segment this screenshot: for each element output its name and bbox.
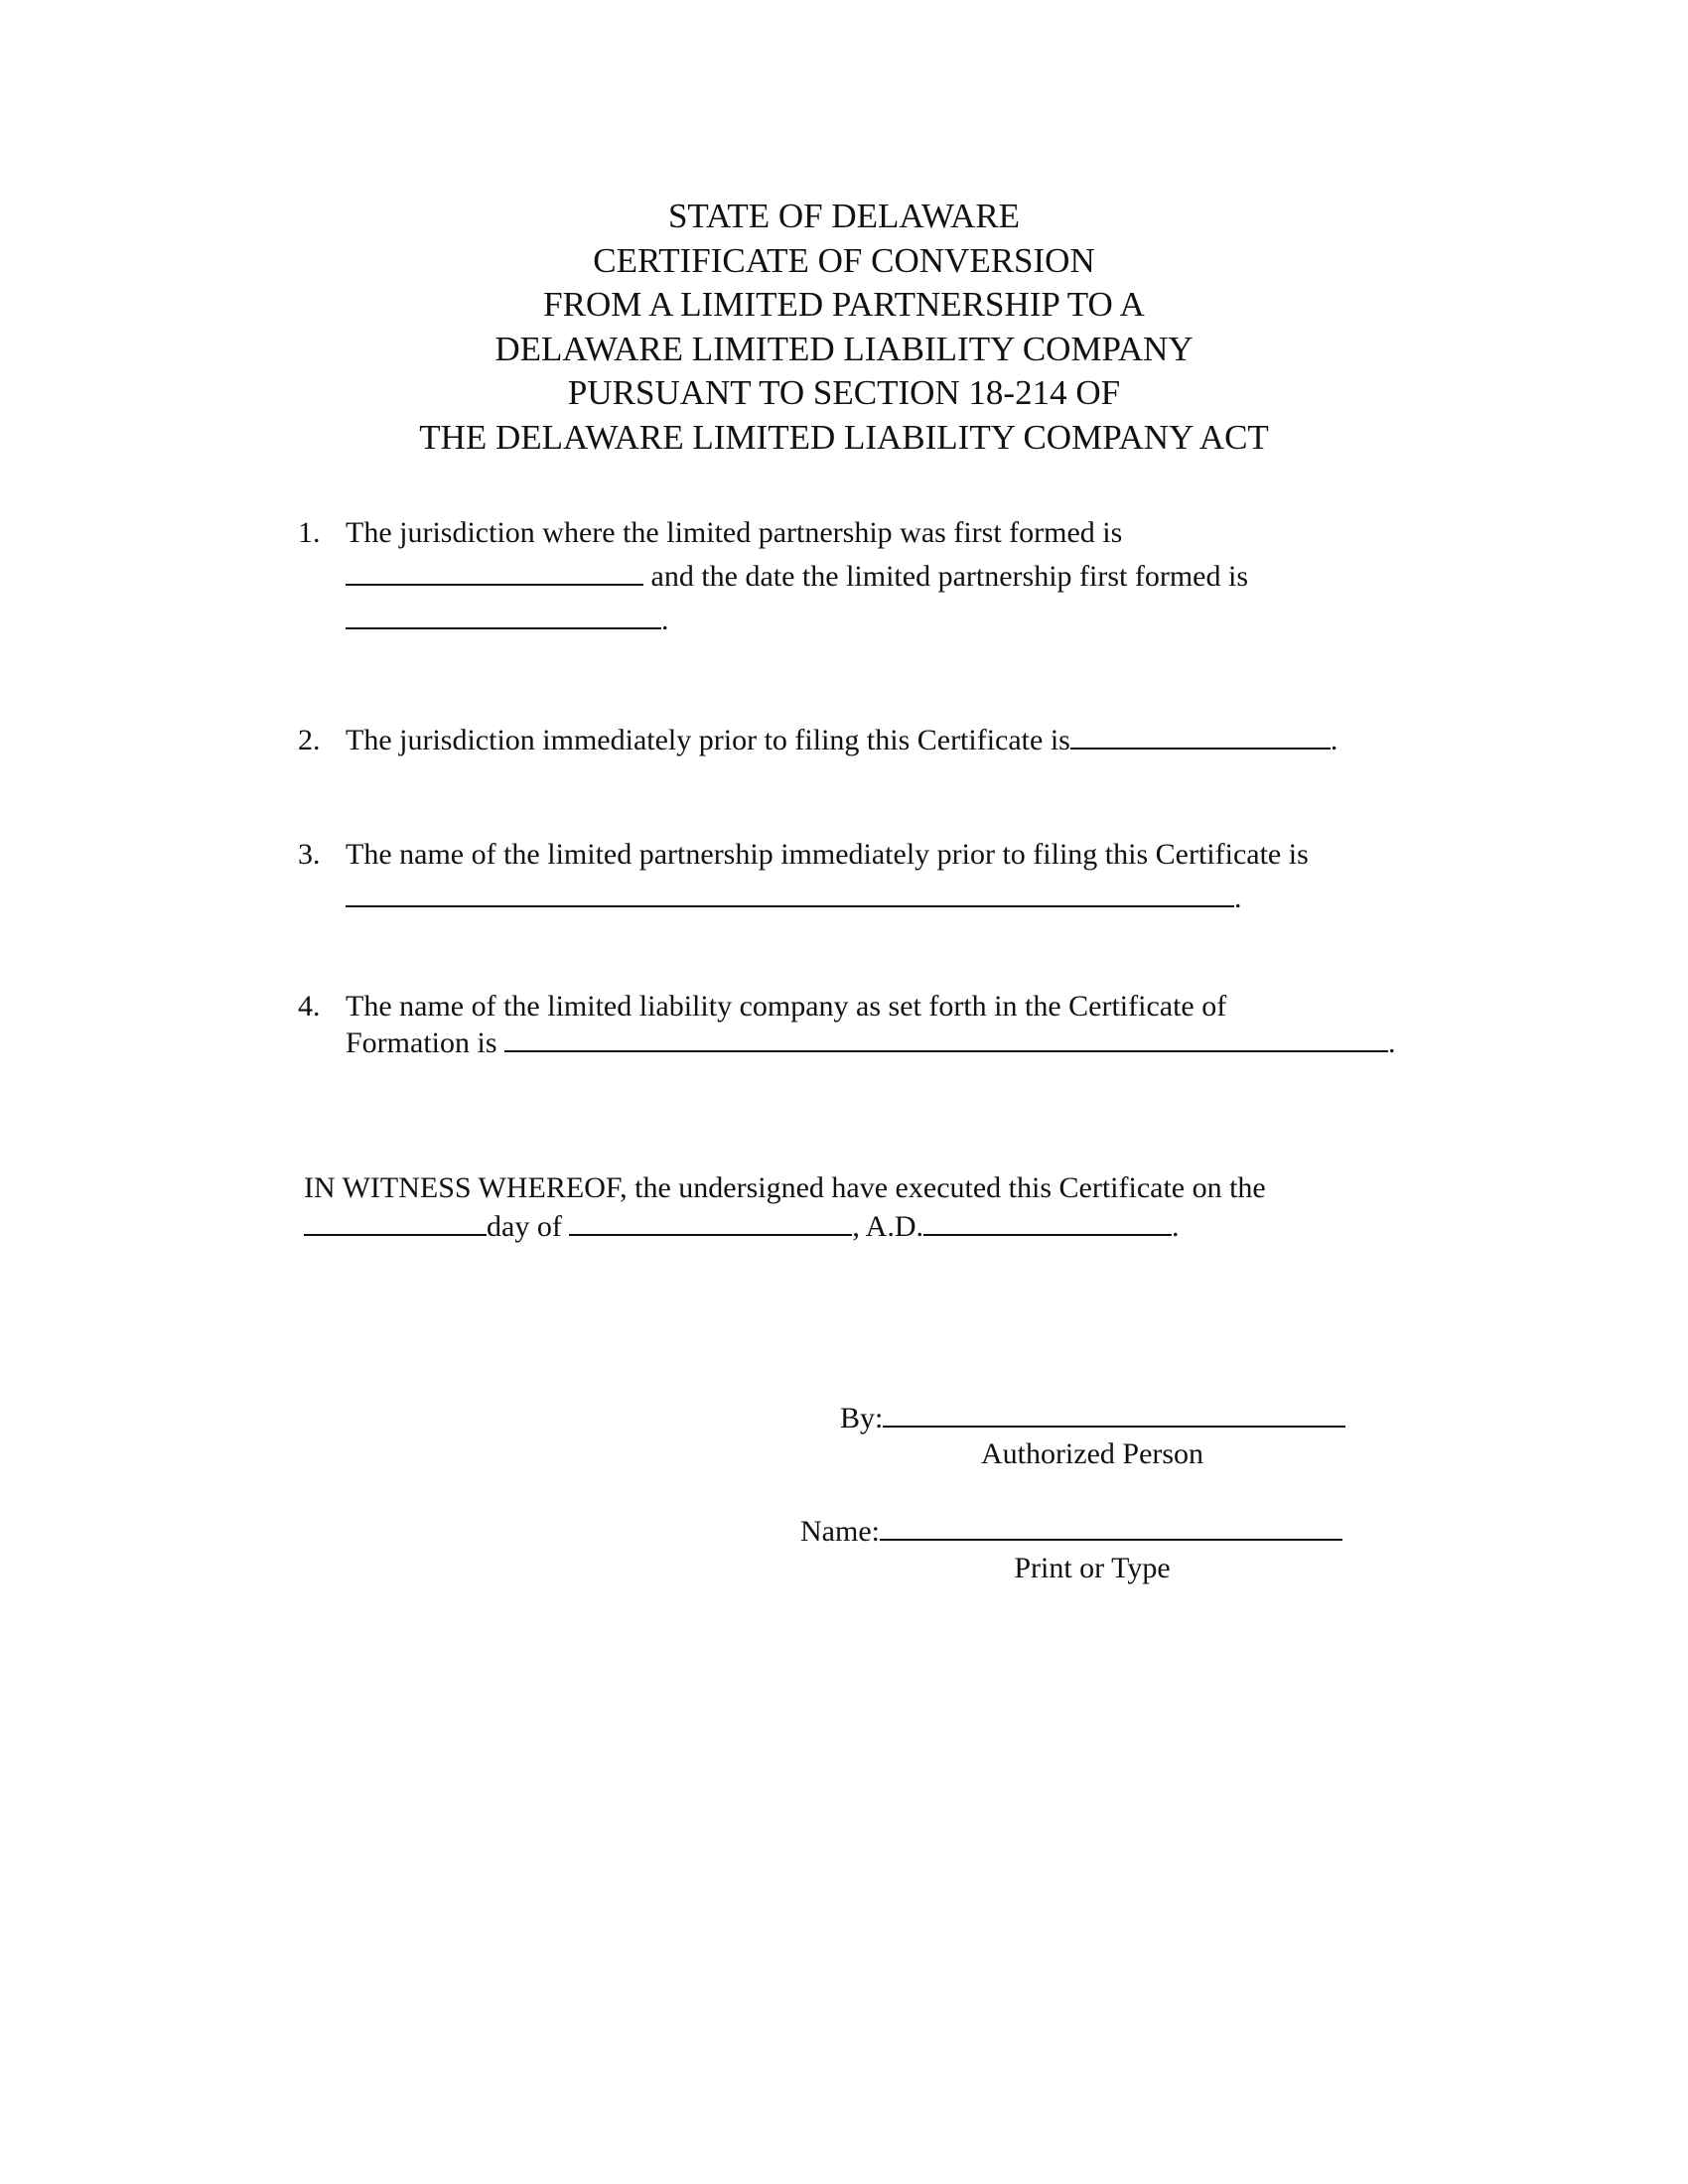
item-1-line3-text: . <box>661 604 669 636</box>
formation-date-blank[interactable] <box>346 604 661 629</box>
partnership-name-blank[interactable] <box>346 882 1234 907</box>
item-4-line2-label: Formation is <box>346 1026 505 1059</box>
item-text <box>346 988 1396 1061</box>
item-2-line1: The jurisdiction immediately prior to filing this Certificate is <box>346 724 1070 756</box>
month-blank[interactable] <box>569 1210 852 1236</box>
item-4-line2-text: . <box>1388 1026 1396 1059</box>
item-number: 2. <box>298 724 321 756</box>
print-or-type-caption: Print or Type <box>1014 1552 1171 1584</box>
title-line: STATE OF DELAWARE <box>667 197 1021 235</box>
item-3-line2-text: . <box>1234 882 1242 914</box>
item-number: 3. <box>298 838 321 871</box>
witness-line1: IN WITNESS WHEREOF, the undersigned have executed this Certificate on the <box>304 1171 1266 1204</box>
prior-jurisdiction-blank[interactable] <box>1070 724 1331 750</box>
item-text <box>346 836 1309 916</box>
item-1-line2 <box>346 558 1248 595</box>
title-line: THE DELAWARE LIMITED LIABILITY COMPANY ACT <box>419 417 1269 457</box>
authorized-person-caption: Authorized Person <box>980 1437 1204 1470</box>
title-line: PURSUANT TO SECTION 18-214 OF <box>567 373 1121 412</box>
witness-line2 <box>304 1208 1266 1245</box>
title-line: CERTIFICATE OF CONVERSION <box>593 240 1095 280</box>
day-of-text: day of <box>487 1210 570 1243</box>
item-text <box>346 514 1248 638</box>
by-label: By: <box>840 1402 884 1434</box>
day-blank[interactable] <box>304 1210 487 1236</box>
formation-jurisdiction-blank[interactable] <box>346 560 643 586</box>
signature-blank[interactable] <box>883 1402 1345 1428</box>
item-3-line2 <box>346 880 1309 916</box>
title-line: DELAWARE LIMITED LIABILITY COMPANY <box>494 329 1194 368</box>
item-number: 1. <box>298 516 321 549</box>
ad-text: , A.D. <box>852 1210 923 1243</box>
item-4-line2 <box>346 1024 1396 1061</box>
item-3-line1: The name of the limited partnership immediately prior to filing this Certificate is <box>346 838 1309 871</box>
name-line <box>800 1515 1342 1549</box>
item-4-line1: The name of the limited liability company as set forth in the Certificate of <box>346 990 1227 1023</box>
item-number: 4. <box>298 990 321 1023</box>
item-1-line3 <box>346 602 1248 638</box>
witness-end: . <box>1172 1210 1180 1243</box>
printed-name-blank[interactable] <box>880 1515 1342 1541</box>
witness-clause <box>304 1169 1266 1245</box>
year-blank[interactable] <box>923 1210 1172 1236</box>
item-1-line1: The jurisdiction where the limited partnership was first formed is <box>346 516 1123 549</box>
llc-name-blank[interactable] <box>504 1026 1388 1052</box>
item-text <box>346 722 1337 758</box>
item-1-line2-text: and the date the limited partnership first formed is <box>643 560 1248 593</box>
item-2-suffix: . <box>1330 724 1338 756</box>
certificate-title <box>0 195 1688 460</box>
name-label: Name: <box>800 1515 880 1548</box>
by-line <box>840 1402 1345 1435</box>
title-line: FROM A LIMITED PARTNERSHIP TO A <box>543 285 1145 324</box>
